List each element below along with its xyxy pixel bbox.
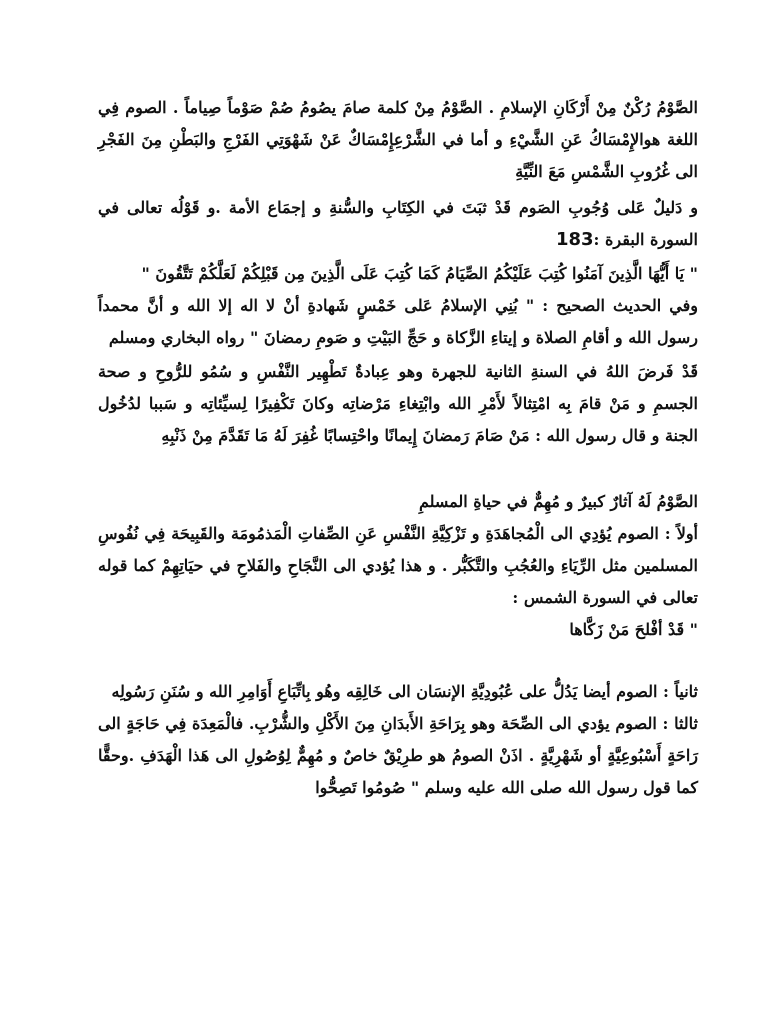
section-heading: الصَّوْمُ لَهُ آثارٌ كبيرٌ و مُهِمٌّ في حياةِ المسلمِ [418, 492, 698, 511]
third-point-paragraph: ثالثا : الصوم يؤدي الى الصِّحَة وهو بِرَاحَةِ الأَبدَانِ مِنَ الأَكْلِ والشُّرْبِ. فالْمَعِدَة فِي حَاجَةٍ الى رَاحَةٍ أَسْبُوعِيَّةٍ أو شَهْرِيَّةٍ . اذَنْ الصومُ هو طرِيْقٌ خاصٌ و مُهِمٌّ لِوُصُولِ الى هَذا الْهَدَفِ .وحقًّا كما قول رسول الله صلى الله عليه وسلم " صُومُوا تَصِحُّوا [98, 714, 698, 797]
evidence-text: و دَليلٌ عَلى وُجُوبِ الصَوم قَدْ ثبَتَ في الكِتَابِ والسُّنةِ و إجمَاع الأمة .و قَوْلُه تعالى في السورة البقرة : [98, 198, 698, 249]
intro-paragraph: الصَّوْمُ رُكْنٌ مِنْ أَرْكَانِ الإسلامِ . الصَّوْمُ مِنْ كلمة صامَ يصُومُ صُمْ صَوْماً صِياماً . الصوم فِي اللغة هوالإِمْسَاكُ عَنِ الشَّيْءِ و أما في الشَّرْعِإِمْسَاكٌ عَنْ شَهْوَتِي الفَرْجِ والبَطْنِ مِنَ الفَجْرِ الى غُرُوبِ الشَّمْسِ مَعَ النِّيَّةِ [98, 98, 698, 181]
obligation-paragraph: قَدْ فَرضَ اللهُ في السنةِ الثانية للجهرة وهو عِبادةٌ تَطْهِير النَّفْسِ و سُمُو للرُّوحِ و صحة الجسمِ و مَنْ قامَ بِه امْتِثالاً لأَمْرِ الله وابْتِغاءِ مَرْضاتِه وكانَ تَكْفِيرًا لِسيِّئاتِه و سَببا لدُخُول الجنة و قال رسول الله : مَنْ صَامَ رَمضانَ إِيمانًا واحْتِسابًا غُفِرَ لَهُ مَا تَقَدَّمَ مِنْ ذَنْبِهِ [98, 362, 699, 445]
verse-number: 183 [555, 229, 594, 250]
quran-verse-shams: " قَدْ أفْلحَ مَنْ زَكَّاها [569, 620, 698, 639]
quran-verse: " يَا أَيُّهَا الَّذِينَ آمَنُوا كُتِبَ عَلَيْكُمُ الصِّيَامُ كَمَا كُتِبَ عَلَى الَّذِينَ مِن قَبْلِكُمْ لَعَلَّكُمْ تَتَّقُونَ " [141, 264, 698, 283]
document-page [98, 92, 698, 804]
first-point-paragraph: أولاً : الصوم يُؤدِي الى الْمُجاهَدَةِ و تَزْكِيَّةِ النَّفْسِ عَنِ الصِّفاتِ الْمَذمُومَة والقَبِيحَة فِي نُفُوسِ المسلمين مثل الرِّيَاءِ والعُجُبِ والتَّكَبُّر . و هذا يُؤدي الى النَّجَاحِ والفَلاحِ في حيَاتِهِمْ كما قوله تعالى في السورة الشمس : [98, 524, 698, 607]
second-point-paragraph: ثانياً : الصوم أيضا يَدُلُّ على عُبُودِيَّةِ الإنسَان الى خَالِقِه وهُو بِاتِّبَاعِ أَوَامِرِ الله و سُنَنِ رَسُولِه [111, 682, 698, 701]
evidence-paragraph [98, 192, 698, 256]
hadith-paragraph: وفي الحديث الصحيح : " بُنِي الإسلامُ عَلى خَمْسٍ شَهادةِ أنْ لا اله إلا الله و أنَّ محمداً رسول الله و أقامِ الصلاة و إيتاءِ الزَّكاة و حَجِّ البَيْتِ و صَومِ رمضانَ " رواه البخاري ومسلم [98, 296, 698, 347]
